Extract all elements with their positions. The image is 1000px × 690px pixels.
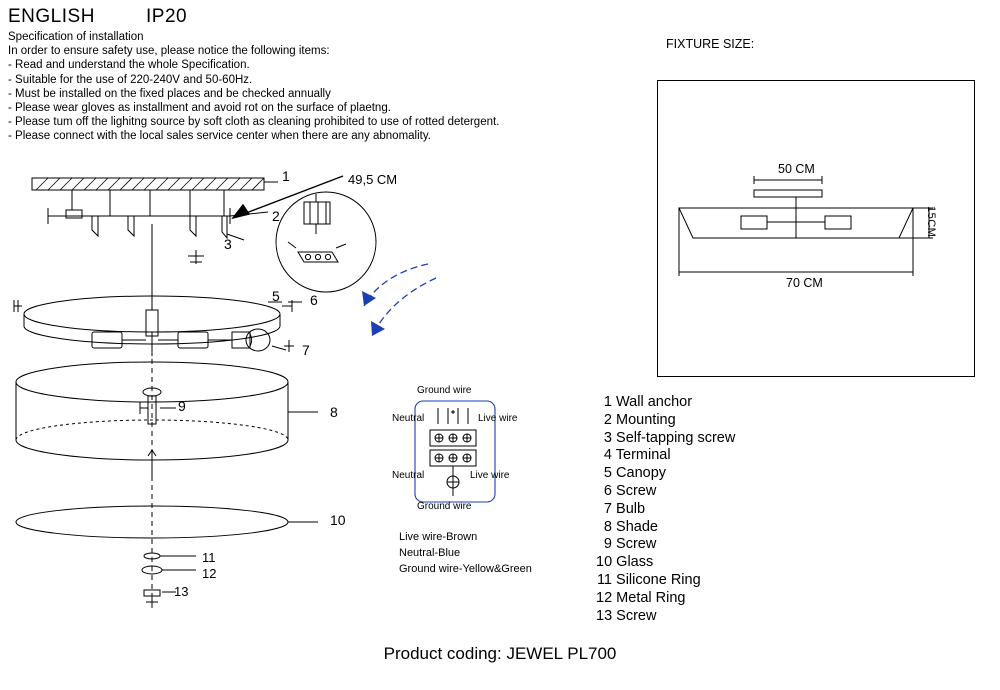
wiring-pointer-arrows — [340, 250, 470, 370]
spec-item: - Read and understand the whole Specification. — [8, 59, 250, 72]
ip-rating: IP20 — [146, 6, 188, 27]
dimension-height-label: 15CM — [925, 206, 937, 238]
callout-9: 9 — [178, 398, 186, 414]
part-number: 3 — [603, 429, 612, 446]
part-number: 2 — [603, 411, 612, 428]
part-label: Screw — [616, 482, 657, 499]
part-item — [596, 536, 735, 554]
product-coding: Product coding: JEWEL PL700 — [383, 644, 617, 663]
spec-item: - Please tum off the lighitng source by soft cloth as cleaning prohibited to use of rotted detergent. — [8, 116, 500, 129]
part-item — [596, 483, 735, 501]
spec-intro: In order to ensure safety use, please notice the following items: — [8, 45, 330, 58]
wiring-label-neutral-bottom: Neutral — [392, 470, 425, 481]
part-label: Glass — [616, 554, 654, 571]
part-number: 8 — [603, 518, 612, 535]
part-label: Wall anchor — [616, 394, 693, 410]
specification-block — [8, 30, 499, 144]
callout-7: 7 — [302, 342, 310, 358]
part-number: 12 — [596, 589, 613, 606]
legend-ground: Ground wire-Yellow&Green — [399, 563, 532, 575]
part-item — [596, 572, 735, 590]
wiring-label-live-top: Live wire — [478, 413, 518, 424]
spec-item: - Suitable for the use of 220-240V and 50-60Hz. — [8, 73, 253, 86]
part-label: Canopy — [616, 465, 667, 482]
part-number: 9 — [603, 536, 612, 553]
part-item — [596, 465, 735, 483]
language-title: ENGLISH — [8, 6, 95, 27]
part-label: Self-tapping screw — [616, 429, 736, 446]
part-label: Silicone Ring — [616, 571, 701, 588]
part-number: 1 — [603, 394, 612, 410]
callout-11: 11 — [202, 550, 216, 565]
callout-2: 2 — [272, 208, 280, 224]
part-item — [596, 590, 735, 608]
part-label: Mounting — [616, 411, 676, 428]
callout-1: 1 — [282, 168, 290, 184]
part-number: 13 — [596, 607, 613, 624]
wiring-label-ground-bottom: Ground wire — [417, 501, 472, 512]
part-number: 6 — [603, 482, 612, 499]
part-number: 11 — [596, 571, 612, 588]
wiring-legend — [399, 529, 532, 577]
part-number: 10 — [596, 554, 613, 571]
part-label: Metal Ring — [616, 589, 686, 606]
part-item — [596, 519, 735, 537]
part-number: 7 — [603, 500, 612, 517]
part-number: 4 — [603, 447, 612, 464]
spec-item: - Must be installed on the fixed places and be checked annually — [8, 87, 331, 100]
fixture-drawing — [657, 80, 997, 380]
part-label: Screw — [616, 536, 657, 553]
dimension-bottom-label: 70 CM — [786, 276, 823, 290]
callout-8: 8 — [330, 404, 338, 420]
wiring-diagram — [408, 394, 518, 509]
spec-heading: Specification of installation — [8, 31, 144, 43]
legend-neutral: Neutral-Blue — [399, 547, 461, 559]
spec-item: - Please connect with the local sales service center when there are any abnomality. — [8, 130, 431, 143]
wiring-label-live-bottom: Live wire — [470, 470, 510, 481]
spec-item: - Please wear gloves as installment and avoid rot on the surface of plaetng. — [8, 102, 391, 115]
part-number: 5 — [603, 465, 612, 482]
part-item — [596, 412, 735, 430]
part-item — [596, 501, 735, 519]
part-item — [596, 554, 735, 572]
legend-live: Live wire-Brown — [399, 531, 478, 543]
dimension-top-label: 50 CM — [778, 162, 815, 176]
parts-list — [596, 394, 735, 625]
wiring-label-neutral-top: Neutral — [392, 413, 425, 424]
part-label: Shade — [616, 518, 658, 535]
part-label: Terminal — [615, 447, 671, 464]
part-label: Bulb — [616, 500, 646, 517]
fixture-size-label: FIXTURE SIZE: — [666, 37, 755, 51]
cable-length-label: 49,5 CM — [348, 172, 398, 187]
wiring-label-ground-top: Ground wire — [417, 385, 472, 396]
part-item — [596, 608, 735, 626]
part-item — [596, 394, 735, 412]
callout-10: 10 — [330, 512, 346, 528]
callout-5: 5 — [272, 288, 280, 304]
part-item — [596, 447, 735, 465]
callout-3: 3 — [224, 236, 232, 252]
part-item — [596, 430, 735, 448]
callout-13: 13 — [174, 584, 189, 599]
callout-12: 12 — [202, 566, 217, 581]
callout-6: 6 — [310, 292, 318, 308]
part-label: Screw — [616, 607, 657, 624]
